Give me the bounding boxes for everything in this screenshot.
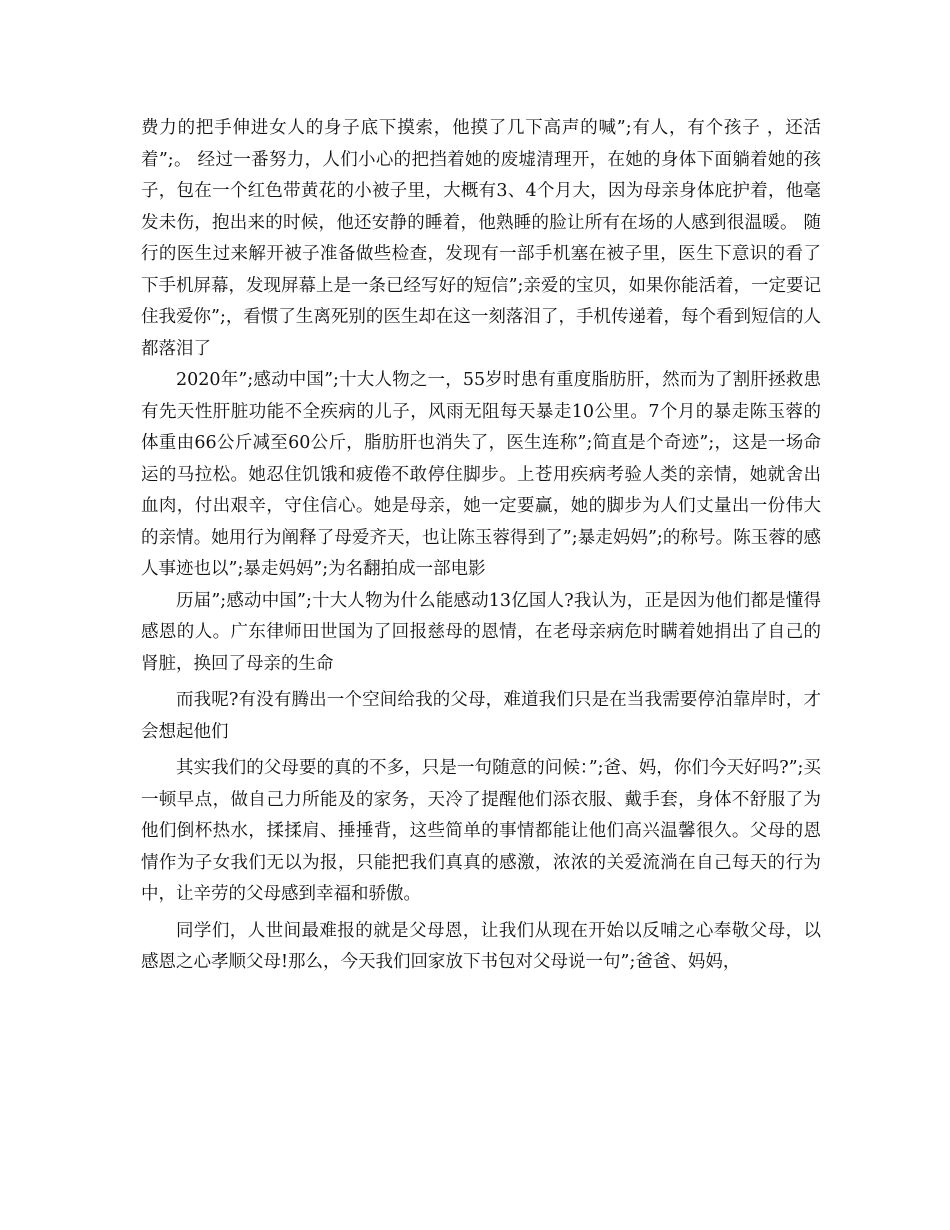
paragraph-4: 而我呢?有没有腾出一个空间给我的父母，难道我们只是在当我需要停泊靠岸时，才会想起他们 [141,690,821,742]
paragraph-1: 费力的把手伸进女人的身子底下摸索，他摸了几下高声的喊”;有人，有个孩子 ，还活着”;。 经过一番努力，人们小心的把挡着她的废墟清理开，在她的身体下面躺着她的孩子，包在一个红色带黄花的小被子里，大概有3、4个月大，因为母亲身体庇护着，他毫发未伤，抱出来的时候，他还安静的睡着，他熟睡的脸让所有在场的人感到很温暖。 随行的医生过来解开被子准备做些检查，发现有一部手机塞在被子里，医生下意识的看了下手机屏幕，发现屏幕上是一条已经写好的短信”;亲爱的宝贝，如果你能活着，一定要记住我爱你”;，看惯了生离死别的医生却在这一刻落泪了，手机传递着，每个看到短信的人都落泪了 [141,118,821,359]
paragraph-2: 2020年”;感动中国”;十大人物之一，55岁时患有重度脂肪肝，然而为了割肝拯救患有先天性肝脏功能不全疾病的儿子，风雨无阻每天暴走10公里。7个月的暴走陈玉蓉的体重由66公斤减至60公斤，脂肪肝也消失了，医生连称”;简直是个奇迹”;，这是一场命运的马拉松。她忍住饥饿和疲倦不敢停住脚步。上苍用疾病考验人类的亲情，她就舍出血肉，付出艰辛，守住信心。她是母亲，她一定要赢，她的脚步为人们丈量出一份伟大的亲情。她用行为阐释了母爱齐天，也让陈玉蓉得到了”;暴走妈妈”;的称号。陈玉蓉的感人事迹也以”;暴走妈妈”;为名翻拍成一部电影 [141,370,821,579]
paragraph-5: 其实我们的父母要的真的不多，只是一句随意的问候：”;爸、妈，你们今天好吗?”;买一顿早点，做自己力所能及的家务，天冷了提醒他们添衣服、戴手套，身体不舒服了为他们倒杯热水，揉揉肩、捶捶背，这些简单的事情都能让他们高兴温馨很久。父母的恩情作为子女我们无以为报，只能把我们真真的感激，浓浓的关爱流淌在自己每天的行为中，让辛劳的父母感到幸福和骄傲。 [141,758,821,904]
paragraph-6: 同学们，人世间最难报的就是父母恩，让我们从现在开始以反哺之心奉敬父母，以感恩之心孝顺父母!那么，今天我们回家放下书包对父母说一句”;爸爸、妈妈， [141,920,821,972]
paragraph-3: 历届”;感动中国”;十大人物为什么能感动13亿国人?我认为，正是因为他们都是懂得感恩的人。广东律师田世国为了回报慈母的恩情，在老母亲病危时瞒着她捐出了自己的肾脏，换回了母亲的生命 [141,590,821,674]
document-body [141,113,821,979]
